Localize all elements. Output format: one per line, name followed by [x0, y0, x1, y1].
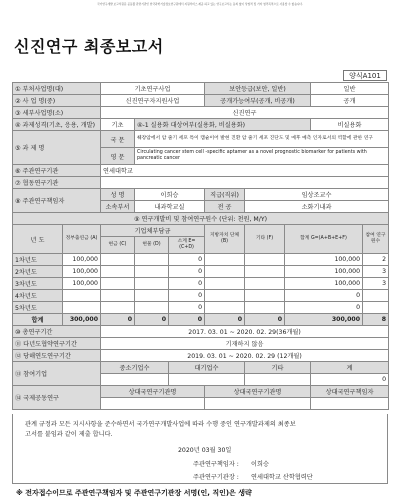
row-total-period: [13, 326, 389, 338]
copyright-notice: 국가연구개발 보고서원문 공동활 관련기관인 한국과학기술정보연구원에서 지원서비스 제공 하고 있는 연구보고서는 동의 없이 상업적 및 기타 영리목적으로 사용할 수 없습니다.: [97, 2, 303, 6]
budget-people: 3: [363, 266, 389, 278]
row-ministry: [13, 83, 389, 95]
submission-date: 2020년 03월 30일: [178, 447, 232, 454]
row-current-period: [13, 350, 389, 362]
english-title: Circulating cancer stem cell -specific aptamer as a novel prognostic biomarker for patients with pancreatic cancer: [135, 148, 389, 165]
intl-value-2: [205, 398, 311, 410]
practical-value: 비실용화: [311, 119, 389, 131]
practical-label: ④-1 실용화 대상여부(실용화, 비실용화): [135, 119, 311, 131]
budget-year: 4차년도: [13, 290, 63, 302]
budget-cash: [101, 290, 135, 302]
sum-label: 합계: [13, 314, 63, 326]
budget-row: [13, 266, 389, 278]
intl-label: ⑭ 국제공동연구: [13, 386, 101, 410]
budget-sub: 0: [169, 254, 205, 266]
korean-tag: 국 문: [101, 131, 135, 148]
col-total: 합계 G=(A+B+E+F): [285, 225, 363, 254]
security-value: 일반: [311, 83, 389, 95]
pi-signature-label: 주관연구책임자 :: [193, 461, 239, 468]
budget-heading-row: [13, 213, 389, 225]
current-period-value: 2019. 03. 01 ~ 2020. 02. 29 (12개월): [101, 350, 389, 362]
budget-people: [363, 302, 389, 314]
pi-rank-label: 직급(직위): [205, 189, 245, 201]
budget-kind: [135, 290, 169, 302]
budget-etc: [245, 302, 285, 314]
budget-gov: [63, 302, 101, 314]
col-kind: 현물 (D): [135, 237, 169, 254]
budget-kind: [135, 254, 169, 266]
row-multi-period: [13, 338, 389, 350]
footnote: ※ 전자접수이므로 주관연구책임자 및 주관연구기관장 서명(인, 직인)은 생략: [16, 489, 252, 497]
security-label: 보안등급(보안, 일반): [205, 83, 311, 95]
intl-header-2: 상대국연구기관명: [205, 386, 311, 398]
multi-period-value: 기재하지 않음: [101, 338, 389, 350]
budget-local: [205, 266, 245, 278]
sum-people: 8: [363, 314, 389, 326]
current-period-label: ⑫ 당해연도연구기간: [13, 350, 101, 362]
budget-cash: [101, 302, 135, 314]
pi-name: 이희승: [135, 189, 205, 201]
sum-local: 0: [205, 314, 245, 326]
row-title-kr: [13, 131, 389, 148]
budget-sub: 0: [169, 266, 205, 278]
budget-people: 3: [363, 278, 389, 290]
row-nature: [13, 119, 389, 131]
budget-year: 5차년도: [13, 302, 63, 314]
budget-cash: [101, 278, 135, 290]
lead-org-label: ⑥ 주관연구기관: [13, 165, 101, 177]
large-count: [169, 374, 245, 386]
budget-row: [13, 290, 389, 302]
budget-local: [205, 254, 245, 266]
intl-value-3: [311, 398, 389, 410]
org-signature-label: 주관연구기관장 :: [193, 474, 239, 481]
col-year: 년 도: [13, 225, 63, 254]
budget-row: [13, 302, 389, 314]
budget-year: 3차년도: [13, 278, 63, 290]
budget-year: 1차년도: [13, 254, 63, 266]
subprogram-value: 신진연구: [101, 107, 389, 119]
program-value: 신진연구자지원사업: [101, 95, 205, 107]
budget-etc: [245, 254, 285, 266]
budget-gov: 100,000: [63, 266, 101, 278]
intl-header-1: 상대국연구기관명: [101, 386, 205, 398]
sum-cash: 0: [101, 314, 135, 326]
row-lead-org: [13, 165, 389, 177]
sme-count: [101, 374, 169, 386]
budget-kind: [135, 278, 169, 290]
budget-kind: [135, 266, 169, 278]
budget-total: 0: [285, 302, 363, 314]
budget-people: [363, 290, 389, 302]
budget-kind: [135, 302, 169, 314]
col-etc: 기타 (F): [245, 225, 285, 254]
row-intl-head: [13, 386, 389, 398]
program-label: ② 사 업 명(중): [13, 95, 101, 107]
ministry-label: ① 부처사업명(대): [13, 83, 101, 95]
budget-row: [13, 278, 389, 290]
col-local: 지방자치 단체 (B): [205, 225, 245, 254]
row-program: [13, 95, 389, 107]
budget-people: 2: [363, 254, 389, 266]
col-corp: 기업체부담금: [101, 225, 205, 237]
budget-total: 100,000: [285, 278, 363, 290]
row-pi-1: [13, 189, 389, 201]
budget-etc: [245, 278, 285, 290]
budget-total: 0: [285, 290, 363, 302]
project-title-label: ⑤ 과 제 명: [13, 131, 101, 165]
budget-year: 2차년도: [13, 266, 63, 278]
intl-header-3: 상대국연구책임자: [311, 386, 389, 398]
pi-label: ⑧ 주관연구책임자: [13, 189, 101, 213]
pi-major: 소화기내과: [245, 201, 389, 213]
pi-major-label: 전 공: [205, 201, 245, 213]
coop-org-label: ⑦ 협동연구기관: [13, 177, 101, 189]
row-company-head: [13, 362, 389, 374]
intl-value-1: [101, 398, 205, 410]
sum-etc: 0: [245, 314, 285, 326]
report-form-table: [12, 82, 389, 410]
budget-local: [205, 302, 245, 314]
row-subprogram: [13, 107, 389, 119]
sum-sub: 0: [169, 314, 205, 326]
budget-etc: [245, 290, 285, 302]
col-cash: 현금 (C): [101, 237, 135, 254]
declaration-text-1: 관계 규정과 모든 지시사항을 준수하면서 국가연구개발사업에 따라 수행 중인 연구개발과제의 최종보: [25, 421, 296, 428]
english-tag: 영 문: [101, 148, 135, 165]
korean-title: 췌장암에서 암 줄기 세포 특이 캡슐이어 발현 진환 암 줄기 세포 진단도 및 예후 예측 인자로서의 역할에 관한 연구: [135, 131, 389, 148]
budget-total: 100,000: [285, 254, 363, 266]
budget-total: 100,000: [285, 266, 363, 278]
total-period-value: 2017. 03. 01 ~ 2020. 02. 29(36개월): [101, 326, 389, 338]
pi-rank: 임상조교수: [245, 189, 389, 201]
sme-count-header: 중소기업수: [101, 362, 169, 374]
budget-gov: 100,000: [63, 254, 101, 266]
sum-total: 300,000: [285, 314, 363, 326]
page-title: 신진연구 최종보고서: [14, 37, 164, 56]
nature-value: 기초: [101, 119, 135, 131]
lead-org-value: 연세대학교: [101, 165, 389, 177]
coop-org-value: [101, 177, 389, 189]
budget-header-row-1: [13, 225, 389, 237]
large-count-header: 대기업수: [169, 362, 245, 374]
budget-gov: 100,000: [63, 278, 101, 290]
budget-gov: [63, 290, 101, 302]
declaration-text-2: 고서를 붙임과 같이 제출 합니다.: [25, 431, 113, 438]
col-people: 참여 연구원수: [363, 225, 389, 254]
row-coop-org: [13, 177, 389, 189]
company-label: ⑬ 참여기업: [13, 362, 101, 386]
declaration-box: [12, 414, 388, 484]
budget-sub: 0: [169, 302, 205, 314]
form-number: 양식A101: [343, 70, 387, 81]
col-gov: 정부출연금 (A): [63, 225, 101, 254]
budget-row: [13, 254, 389, 266]
nature-label: ④ 과제성격(기초, 응용, 개발): [13, 119, 101, 131]
other-count: [245, 374, 311, 386]
sum-gov: 300,000: [63, 314, 101, 326]
subprogram-label: ③ 세부사업명(소): [13, 107, 101, 119]
col-sub: 소계 E=(C+D): [169, 237, 205, 254]
total-period-label: ⑩ 총연구기간: [13, 326, 101, 338]
total-count-header: 계: [311, 362, 389, 374]
pi-dept-label: 소속부서: [101, 201, 135, 213]
total-count: 0: [311, 374, 389, 386]
budget-sub: 0: [169, 290, 205, 302]
pi-dept: 내과학교실: [135, 201, 205, 213]
budget-sub: 0: [169, 278, 205, 290]
budget-cash: [101, 254, 135, 266]
org-signature-name: 연세대학교 산학협력단: [251, 474, 313, 481]
disclosure-label: 공개가능여부(공개, 비공개): [205, 95, 311, 107]
budget-cash: [101, 266, 135, 278]
budget-heading: ⑨ 연구개발비 및 참여연구원수 (단위: 천원, M/Y): [13, 213, 389, 225]
budget-etc: [245, 266, 285, 278]
sum-kind: 0: [135, 314, 169, 326]
pi-name-label: 성 명: [101, 189, 135, 201]
disclosure-value: 공개: [311, 95, 389, 107]
ministry-value: 기초연구사업: [101, 83, 205, 95]
budget-local: [205, 290, 245, 302]
multi-period-label: ⑪ 다년도협약연구기간: [13, 338, 101, 350]
pi-signature-name: 이희승: [251, 461, 269, 468]
other-count-header: 기타: [245, 362, 311, 374]
budget-sum-row: [13, 314, 389, 326]
budget-local: [205, 278, 245, 290]
